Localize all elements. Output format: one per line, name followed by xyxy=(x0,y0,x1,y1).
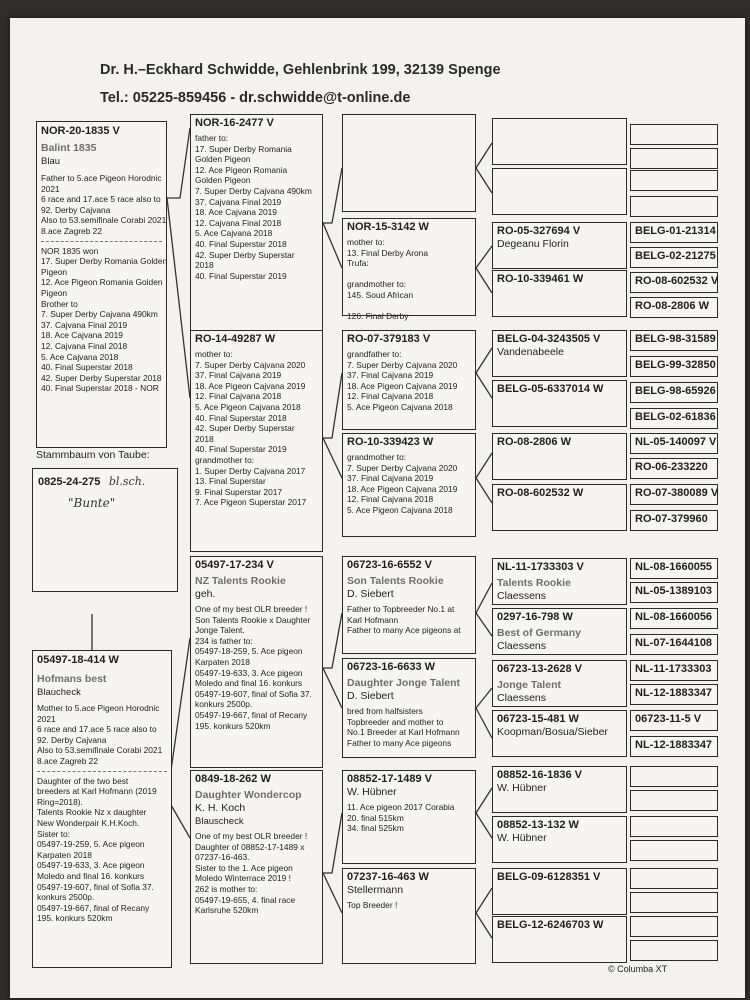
subject-pigeon-box xyxy=(36,121,167,448)
breeder-name: D. Siebert xyxy=(347,588,394,600)
gen2-pigeon-box xyxy=(190,770,323,964)
note-line: 2018 xyxy=(195,433,214,444)
pigeon-ring: BELG-09-6128351 V xyxy=(497,871,601,883)
pigeon-notes xyxy=(347,900,471,911)
gen5-pigeon-box xyxy=(630,558,718,579)
pigeon-ring: NL-11-1733303 V xyxy=(497,561,584,573)
note-line: 145. Soud African xyxy=(347,289,414,300)
note-line: 37. Final Cajvana 2019 xyxy=(347,473,434,484)
note-line: Ring=2018). xyxy=(37,796,83,807)
gen3-pigeon-box xyxy=(342,218,476,322)
stammbaum-label: Stammbaum von Taube: xyxy=(36,449,150,461)
gen5-pigeon-box xyxy=(630,484,718,505)
pigeon-ring: BELG-01-21314 xyxy=(635,225,716,237)
note-line: 7. Super Derby Cajvana 490km xyxy=(195,185,312,196)
pigeon-ring: NL-08-1660055 xyxy=(635,561,713,573)
gen4-pigeon-box xyxy=(492,916,627,963)
note-line: father to: xyxy=(195,133,229,143)
gen5-pigeon-box xyxy=(630,148,718,169)
note-line: 13. Final Superstar xyxy=(195,476,266,487)
note-line: 7. Ace Pigeon Superstar 2017 xyxy=(195,497,307,508)
pedigree-sheet xyxy=(10,18,745,998)
pigeon-notes xyxy=(195,604,318,731)
pigeon-name: Jonge Talent xyxy=(497,679,561,691)
mother-ring: 05497-18-414 W xyxy=(37,654,119,666)
note-line: 17. Super Derby Romania xyxy=(195,143,292,154)
note-line: 42. Super Derby Superstar 2018 xyxy=(41,372,162,383)
pigeon-ring: NL-07-1644108 xyxy=(635,637,713,649)
note-line: 2021 xyxy=(37,713,56,724)
note-line: bred from halfsisters xyxy=(347,706,423,716)
pigeon-ring: NL-05-140097 V xyxy=(635,436,717,448)
pigeon-ring: 0297-16-798 W xyxy=(497,611,573,623)
note-line: 05497-19-633, 3. Ace pigeon xyxy=(195,667,303,678)
breeder-name: Claessens xyxy=(497,590,547,602)
note-line: breeders at Karl Hofmann (2019 xyxy=(37,786,157,797)
note-line: 7. Super Derby Cajvana 490km xyxy=(41,309,158,320)
note-line: 42. Super Derby Superstar xyxy=(195,249,295,260)
pigeon-ring: RO-14-49287 W xyxy=(195,333,276,345)
note-line: 20. final 515km xyxy=(347,812,404,823)
note-line: Father to Topbreeder No.1 at xyxy=(347,604,455,614)
breeder-name: Vandenabeele xyxy=(497,346,564,358)
note-line: Karpaten 2018 xyxy=(195,656,250,667)
note-line: 05497-19-633, 3. Ace pigeon xyxy=(37,860,145,871)
pigeon-ring: 06723-11-5 V xyxy=(635,713,702,725)
note-line: 42. Super Derby Superstar xyxy=(195,423,295,434)
gen4-pigeon-box xyxy=(492,816,627,863)
note-line: 37. Cajvana Final 2019 xyxy=(41,319,128,330)
gen5-pigeon-box xyxy=(630,196,718,217)
note-line: Mother to 5.ace Pigeon Horodnic xyxy=(37,703,160,713)
note-line: Father to many Ace pigeons xyxy=(347,737,452,748)
gen5-pigeon-box xyxy=(630,766,718,787)
subject-ring: NOR-20-1835 V xyxy=(41,125,120,137)
gen5-pigeon-box xyxy=(630,330,718,351)
note-line: One of my best OLR breeder ! xyxy=(195,604,308,614)
mother-ancestry xyxy=(37,776,167,924)
breeder-name: W. Hübner xyxy=(497,782,547,794)
note-line: 40. Final Superstar 2018 - NOR xyxy=(41,383,159,394)
note-line xyxy=(347,269,471,280)
pigeon-ring: NOR-16-2477 V xyxy=(195,117,274,129)
gen4-pigeon-box xyxy=(492,766,627,813)
gen4-pigeon-box xyxy=(492,710,627,757)
note-line: 05497-19-667, final of Recany xyxy=(37,902,150,913)
note-line: 126. Final Derby xyxy=(347,311,409,322)
note-line: 05497-19-655, 4. final race xyxy=(195,894,296,905)
subject-achievements xyxy=(41,245,168,394)
gen5-pigeon-box xyxy=(630,382,718,403)
note-line: 40. Final Superstar 2018 xyxy=(195,238,287,249)
pigeon-ring: BELG-02-21275 xyxy=(635,250,716,262)
pigeon-ring: NL-08-1660056 xyxy=(635,611,713,623)
gen3-pigeon-box xyxy=(342,556,476,654)
pigeon-notes xyxy=(195,831,318,916)
pigeon-ring: 05497-17-234 V xyxy=(195,559,274,571)
note-line: 12. Final Cajvana 2018 xyxy=(347,391,434,402)
gen5-pigeon-box xyxy=(630,408,718,429)
pigeon-notes xyxy=(347,706,471,748)
pigeon-ring: BELG-02-61836 xyxy=(635,411,716,423)
pigeon-notes xyxy=(347,452,471,516)
gen5-pigeon-box xyxy=(630,816,718,837)
pigeon-ring: RO-05-327694 V xyxy=(497,225,581,237)
gen5-pigeon-box xyxy=(630,458,718,479)
note-line: 5. Ace Pigeon Cajvana 2018 xyxy=(347,504,453,515)
note-line: grandmother to: xyxy=(347,279,407,290)
note-line: Golden Pigeon xyxy=(195,175,251,186)
pigeon-ring: RO-08-602532 W xyxy=(497,487,584,499)
gen5-pigeon-box xyxy=(630,940,718,961)
footer-copyright: © Columba XT xyxy=(608,964,668,974)
note-line: konkurs 2500p. xyxy=(37,892,95,903)
gen4-pigeon-box xyxy=(492,558,627,605)
breeder-name: geh. xyxy=(195,588,216,600)
pigeon-ring: 06723-16-6633 W xyxy=(347,661,436,673)
note-line: 195. konkurs 520km xyxy=(195,720,271,731)
note-line: 12. Ace Pigeon Romania Golden xyxy=(41,277,163,288)
breeder-name: Stellermann xyxy=(347,884,404,896)
note-line: 40. Final Superstar 2018 xyxy=(41,362,133,373)
pigeon-name: Best of Germany xyxy=(497,627,582,639)
gen2-pigeon-box xyxy=(190,330,323,552)
note-line: No.1 Breeder at Karl Hofmann xyxy=(347,727,460,738)
note-line: 1. Super Derby Cajvana 2017 xyxy=(195,465,306,476)
note-line: Moledo Winterrace 2019 ! xyxy=(195,873,291,884)
handwritten-ring: 0825-24-275 xyxy=(38,476,101,488)
pigeon-ring: 08852-17-1489 V xyxy=(347,773,433,785)
note-line: 34. final 525km xyxy=(347,823,404,834)
note-line: 40. Final Superstar 2019 xyxy=(195,270,287,281)
note-line: mother to: xyxy=(195,349,233,359)
pigeon-ring: RO-06-233220 xyxy=(635,461,708,473)
note-line: Brother to xyxy=(41,298,78,309)
note-line: Karpaten 2018 xyxy=(37,849,92,860)
gen2-pigeon-box xyxy=(190,556,323,768)
gen5-pigeon-box xyxy=(630,124,718,145)
gen5-pigeon-box xyxy=(630,608,718,629)
note-line: 12. Final Cajvana 2018 xyxy=(347,494,434,505)
gen5-pigeon-box xyxy=(630,892,718,913)
gen4-pigeon-box xyxy=(492,433,627,480)
note-line: Talents Rookie Nz x daughter xyxy=(37,807,147,818)
note-line: Sister to: xyxy=(37,828,71,839)
note-line: 05497-19-607, final of Sofia 37. xyxy=(195,688,312,699)
note-line: 5. Ace Cajvana 2018 xyxy=(41,351,119,362)
note-line: Son Talents Rookie x Daughter xyxy=(195,614,311,625)
pigeon-name: Son Talents Rookie xyxy=(347,575,444,587)
header-contact: Tel.: 05225-859456 - dr.schwidde@t-online.de xyxy=(100,90,411,106)
note-line: 12. Cajvana Final 2018 xyxy=(41,340,128,351)
note-line: grandmother to: xyxy=(195,454,255,465)
note-line: 05497-19-667, final of Recany xyxy=(195,709,308,720)
gen5-pigeon-box xyxy=(630,868,718,889)
note-line: 12. Cajvana Final 2018 xyxy=(195,217,282,228)
gen4-pigeon-box xyxy=(492,168,627,215)
breeder-name: K. H. Koch xyxy=(195,802,246,814)
note-line: 5. Ace Pigeon Cajvana 2018 xyxy=(195,401,301,412)
note-line: Jonge Talent. xyxy=(195,625,245,636)
handwritten-color-note: bl.sch. xyxy=(108,475,146,488)
note-line: grandmother to: xyxy=(347,452,407,462)
note-line: 11. Ace pigeon 2017 Corabia xyxy=(347,802,455,812)
note-line: 234 is father to: xyxy=(195,635,253,646)
breeder-name: Claessens xyxy=(497,640,547,652)
note-line: mother to: xyxy=(347,237,385,247)
gen4-pigeon-box xyxy=(492,608,627,655)
gen4-pigeon-box xyxy=(492,868,627,915)
note-line xyxy=(347,301,471,312)
note-line: 7. Super Derby Cajvana 2020 xyxy=(347,359,458,370)
gen4-pigeon-box xyxy=(492,484,627,531)
pigeon-ring: NL-12-1883347 xyxy=(635,739,713,751)
note-line: 92. Derby Cajvana xyxy=(41,204,111,215)
note-line: 6 race and 17.ace 5 race also to xyxy=(41,194,161,205)
breeder-name: W. Hübner xyxy=(497,832,547,844)
note-line: 18. Ace Pigeon Cajvana 2019 xyxy=(195,380,306,391)
note-line: 9. Final Superstar 2017 xyxy=(195,486,283,497)
note-line: Topbreeder and mother to xyxy=(347,716,444,727)
pigeon-notes xyxy=(347,237,471,322)
breeder-name: D. Siebert xyxy=(347,690,394,702)
note-line: 18. Ace Pigeon Cajvana 2019 xyxy=(347,483,458,494)
gen4-pigeon-box xyxy=(492,660,627,707)
note-line: Pigeon xyxy=(41,266,68,277)
pigeon-notes xyxy=(347,802,471,834)
note-line: Karl Hofmann xyxy=(347,614,399,625)
pigeon-ring: NL-12-1883347 xyxy=(635,687,713,699)
pigeon-ring: 07237-16-463 W xyxy=(347,871,429,883)
pigeon-ring: RO-07-379960 xyxy=(635,513,708,525)
pigeon-ring: BELG-99-32850 xyxy=(635,359,716,371)
note-line: Daughter of 08852-17-1489 x xyxy=(195,841,305,852)
gen3-pigeon-box xyxy=(342,330,476,430)
note-line: 05497-18-259, 5. Ace pigeon xyxy=(195,646,303,657)
gen5-pigeon-box xyxy=(630,272,718,293)
note-line: 7. Super Derby Cajvana 2020 xyxy=(195,359,306,370)
gen5-pigeon-box xyxy=(630,660,718,681)
note-line: Father to 5.ace Pigeon Horodnic xyxy=(41,173,162,183)
breeder-name: W. Hübner xyxy=(347,786,397,798)
gen5-pigeon-box xyxy=(630,710,718,731)
gen4-pigeon-box xyxy=(492,222,627,269)
note-line: 92. Derby Cajvana xyxy=(37,734,107,745)
pigeon-ring: RO-08-602532 V xyxy=(635,275,719,287)
pigeon-ring: NL-11-1733303 xyxy=(635,663,712,675)
note-line: Trufa: xyxy=(347,258,369,269)
note-line: 13. Final Derby Arona xyxy=(347,247,429,258)
gen4-pigeon-box xyxy=(492,270,627,317)
note-line: Also to 53.semifinale Corabi 2021 xyxy=(37,745,163,756)
note-line: 18. Ace Pigeon Cajvana 2019 xyxy=(347,380,458,391)
note-line: 40. Final Superstar 2019 xyxy=(195,444,287,455)
pigeon-ring: 08852-13-132 W xyxy=(497,819,579,831)
pigeon-ring: NOR-15-3142 W xyxy=(347,221,429,233)
note-line: 40. Final Superstar 2018 xyxy=(195,412,287,423)
pigeon-ring: RO-10-339423 W xyxy=(347,436,434,448)
gen5-pigeon-box xyxy=(630,790,718,811)
header-name-address: Dr. H.–Eckhard Schwidde, Gehlenbrink 199, 32139 Spenge xyxy=(100,62,501,78)
pigeon-ring: BELG-98-31589 xyxy=(635,333,716,345)
pigeon-ring: BELG-12-6246703 W xyxy=(497,919,604,931)
pigeon-ring: BELG-98-65926 xyxy=(635,385,716,397)
note-line: 18. Ace Cajvana 2019 xyxy=(41,330,123,341)
gen3-pigeon-box xyxy=(342,770,476,864)
gen5-pigeon-box xyxy=(630,634,718,655)
pigeon-notes xyxy=(195,349,318,508)
note-line: Top Breeder ! xyxy=(347,900,398,910)
breeder-name: Koopman/Bosua/Sieber xyxy=(497,726,608,738)
gen4-pigeon-box xyxy=(492,380,627,427)
note-line: Father to many Ace pigeons at xyxy=(347,625,461,636)
note-line: 262 is mother to: xyxy=(195,883,258,894)
pigeon-ring: 06723-16-6552 V xyxy=(347,559,433,571)
note-line: 05497-19-607, final of Sofia 37. xyxy=(37,881,154,892)
pigeon-name: Daughter Jonge Talent xyxy=(347,677,460,689)
gen4-pigeon-box xyxy=(492,330,627,377)
pigeon-ring: RO-07-380089 V xyxy=(635,487,719,499)
gen3-pigeon-box xyxy=(342,114,476,212)
mother-name: Hofmans best xyxy=(37,673,107,685)
pigeon-ring: 08852-16-1836 V xyxy=(497,769,583,781)
gen5-pigeon-box xyxy=(630,736,718,757)
subject-color: Blau xyxy=(41,156,61,167)
breeder-name: Claessens xyxy=(497,692,547,704)
gen3-pigeon-box xyxy=(342,433,476,537)
note-line: grandfather to: xyxy=(347,349,402,359)
pigeon-ring: 06723-13-2628 V xyxy=(497,663,583,675)
note-line: Moledo and final 16. konkurs xyxy=(37,870,145,881)
pigeon-ring: RO-07-379183 V xyxy=(347,333,431,345)
gen5-pigeon-box xyxy=(630,684,718,705)
gen5-pigeon-box xyxy=(630,297,718,318)
note-line: One of my best OLR breeder ! xyxy=(195,831,308,841)
note-line: 12. Final Cajvana 2018 xyxy=(195,391,282,402)
pigeon-ring: BELG-05-6337014 W xyxy=(497,383,604,395)
note-line: 37. Cajvana Final 2019 xyxy=(195,196,282,207)
note-line: 8.ace Zagreb 22 xyxy=(41,225,102,236)
note-line: 195. konkurs 520km xyxy=(37,913,113,924)
pigeon-color: Blauscheck xyxy=(195,816,244,827)
note-line: Moledo and final 16. konkurs xyxy=(195,678,303,689)
gen3-pigeon-box xyxy=(342,868,476,964)
pigeon-ring: 06723-15-481 W xyxy=(497,713,579,725)
gen5-pigeon-box xyxy=(630,247,718,268)
note-line: 2021 xyxy=(41,183,60,194)
note-line: Golden Pigeon xyxy=(195,154,251,165)
gen4-pigeon-box xyxy=(492,118,627,165)
pigeon-ring: 0849-18-262 W xyxy=(195,773,271,785)
note-line: New Wonderpair K.H.Koch. xyxy=(37,817,140,828)
mother-pigeon-box xyxy=(32,650,172,968)
note-line: 17. Super Derby Romania Golden xyxy=(41,256,168,267)
subject-notes xyxy=(41,173,167,237)
pigeon-ring: BELG-04-3243505 V xyxy=(497,333,601,345)
note-line: Sister to the 1. Ace pigeon xyxy=(195,862,293,873)
pigeon-ring: RO-08-2806 W xyxy=(497,436,571,448)
note-line: Karlsruhe 520km xyxy=(195,905,259,916)
note-line: Also to 53.semifinale Corabi 2021 xyxy=(41,215,167,226)
pigeon-notes xyxy=(195,133,318,281)
note-line: 07237-16-463. xyxy=(195,852,250,863)
mother-color: Blaucheck xyxy=(37,687,81,698)
note-line: 18. Ace Cajvana 2019 xyxy=(195,207,277,218)
note-line: 8.ace Zagreb 22 xyxy=(37,755,98,766)
note-line: 5. Ace Pigeon Cajvana 2018 xyxy=(347,401,453,412)
note-line: NOR 1835 won xyxy=(41,245,99,256)
subject-name: Balint 1835 xyxy=(41,142,97,154)
mother-notes xyxy=(37,703,167,767)
pigeon-name: Daughter Wondercop xyxy=(195,789,302,801)
gen2-pigeon-box xyxy=(190,114,323,336)
note-line: 2018 xyxy=(195,260,214,271)
note-line: 37. Final Cajvana 2019 xyxy=(195,370,282,381)
pigeon-notes xyxy=(347,349,471,413)
pigeon-ring: RO-10-339461 W xyxy=(497,273,584,285)
gen5-pigeon-box xyxy=(630,222,718,243)
note-line: 7. Super Derby Cajvana 2020 xyxy=(347,462,458,473)
pigeon-name: NZ Talents Rookie xyxy=(195,575,286,587)
gen5-pigeon-box xyxy=(630,510,718,531)
note-line: konkurs 2500p. xyxy=(195,699,253,710)
handwritten-box xyxy=(32,468,178,592)
gen3-pigeon-box xyxy=(342,658,476,758)
gen5-pigeon-box xyxy=(630,916,718,937)
breeder-name: Degeanu Florin xyxy=(497,238,569,250)
pigeon-ring: RO-08-2806 W xyxy=(635,300,709,312)
note-line: 05497-19-259, 5. Ace pigeon xyxy=(37,839,145,850)
gen5-pigeon-box xyxy=(630,433,718,454)
gen5-pigeon-box xyxy=(630,582,718,603)
gen5-pigeon-box xyxy=(630,170,718,191)
note-line: 5. Ace Cajvana 2018 xyxy=(195,228,273,239)
note-line: 12. Ace Pigeon Romania xyxy=(195,164,288,175)
note-line: Daughter of the two best xyxy=(37,775,129,786)
gen5-pigeon-box xyxy=(630,356,718,377)
pigeon-ring: NL-05-1389103 xyxy=(635,585,713,597)
pigeon-notes xyxy=(347,604,471,636)
gen5-pigeon-box xyxy=(630,840,718,861)
handwritten-nickname: "Bunte" xyxy=(68,496,116,510)
note-line: 6 race and 17.ace 5 race also to xyxy=(37,724,157,735)
pigeon-name: Talents Rookie xyxy=(497,577,571,589)
note-line: Pigeon xyxy=(41,287,68,298)
note-line: 37. Final Cajvana 2019 xyxy=(347,370,434,381)
